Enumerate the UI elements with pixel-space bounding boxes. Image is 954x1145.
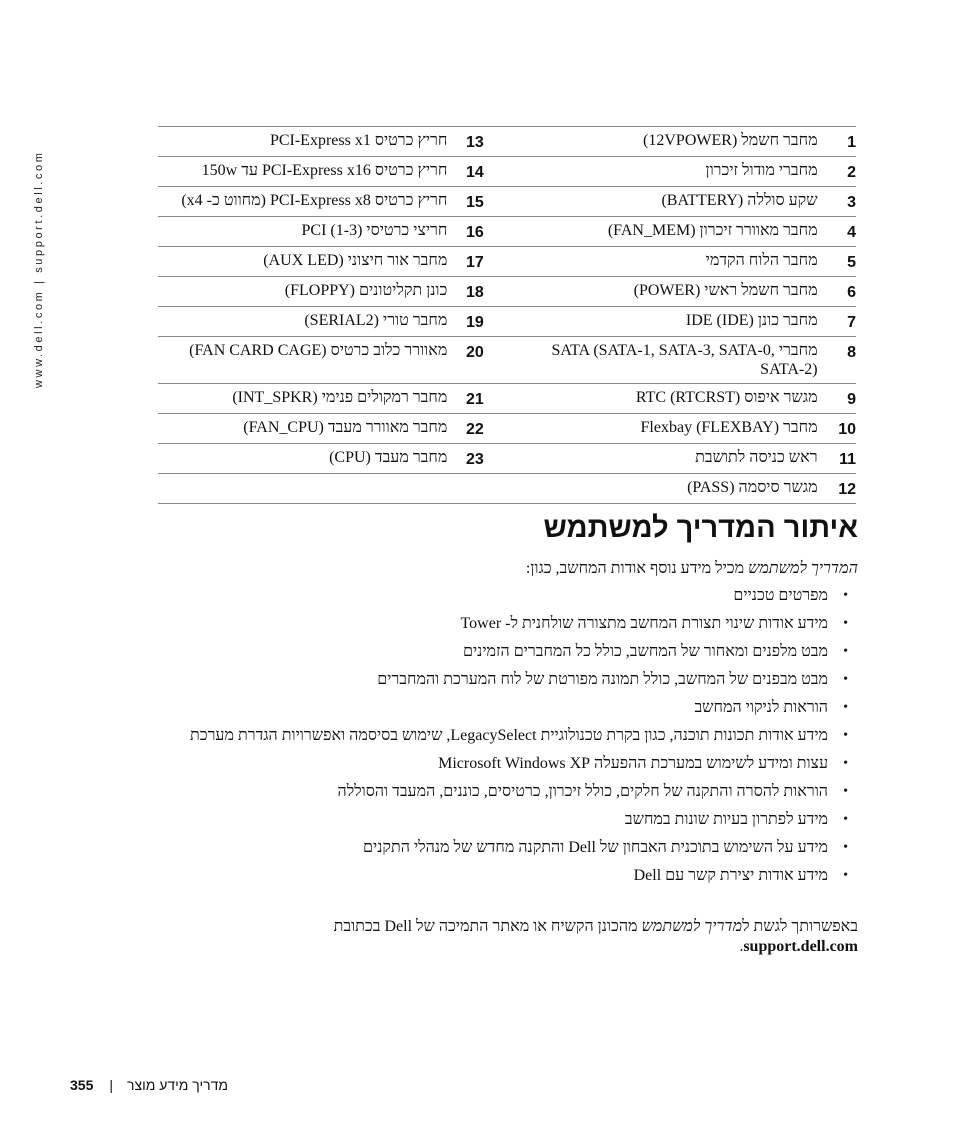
part-number: 14 — [465, 164, 484, 181]
bullet-icon: • — [843, 728, 848, 743]
table-row — [158, 127, 856, 157]
part-number: 12 — [838, 481, 856, 498]
list-item-text: הוראות להסרה והתקנה של חלקים, כולל זיכרון, כרטיסים, כוננים, המעבד והסוללה — [337, 783, 828, 800]
part-description: מחברי SATA (SATA-1, SATA-3, SATA-0, SATA-2) — [551, 342, 818, 378]
part-description: מחבר הלוח הקדמי — [705, 252, 818, 269]
list-item-text: מבט מלפנים ומאחור של המחשב, כולל כל המחברים הזמינים — [462, 643, 828, 660]
part-number: 15 — [465, 194, 484, 211]
part-description: מחבר מעבד (CPU) — [329, 449, 448, 466]
list-item — [158, 810, 858, 829]
part-description: מחבר מאוורר זיכרון (FAN_MEM) — [607, 222, 818, 239]
list-item — [158, 838, 858, 857]
list-item-text: מפרטים טכניים — [733, 587, 828, 604]
part-description: מגשר איפוס RTC (RTCRST) — [635, 389, 818, 406]
list-item — [158, 754, 858, 773]
bullet-icon: • — [843, 644, 848, 659]
part-number: 21 — [465, 391, 484, 408]
part-description: חריץ כרטיס PCI-Express x8 (מחווט כ- x4) — [181, 192, 448, 209]
guide-title: מדריך מידע מוצר — [127, 1077, 228, 1093]
part-description: מאוורר כלוב כרטיס (FAN CARD CAGE) — [189, 342, 448, 359]
part-number: 5 — [847, 254, 856, 271]
list-item-text: מידע על השימוש בתוכנית האבחון של Dell והתקנה מחדש של מנהלי התקנים — [363, 839, 828, 856]
list-item-text: מידע אודות שינוי תצורת המחשב מתצורה שולחנית ל- Tower — [460, 615, 828, 632]
part-number: 10 — [838, 421, 856, 438]
section-outro — [158, 917, 858, 957]
list-item — [158, 642, 858, 661]
table-row — [158, 444, 856, 474]
list-item — [158, 586, 858, 605]
outro-end: . — [739, 938, 744, 955]
part-number: 6 — [847, 284, 856, 301]
part-number: 18 — [465, 284, 484, 301]
part-number: 7 — [847, 314, 856, 331]
table-row — [158, 277, 856, 307]
part-description: שקע סוללה (BATTERY) — [661, 192, 818, 209]
part-number: 9 — [847, 391, 856, 408]
table-row — [158, 474, 856, 504]
section-intro — [158, 559, 858, 579]
page-footer — [70, 1077, 228, 1093]
list-item-text: מידע אודות יצירת קשר עם Dell — [633, 867, 828, 884]
part-description: מחבר Flexbay (FLEXBAY) — [640, 419, 818, 436]
part-number: 19 — [465, 314, 484, 331]
part-description: חריצי כרטיסי PCI (1-3) — [301, 222, 448, 239]
table-row — [158, 157, 856, 187]
part-description: חריץ כרטיס PCI-Express x1 — [269, 132, 448, 149]
bullet-icon: • — [843, 672, 848, 687]
part-description: מחבר טורי (SERIAL2) — [304, 312, 448, 329]
part-description: חריץ כרטיס PCI-Express x16 עד 150w — [201, 162, 448, 179]
part-description: מחבר חשמל (12VPOWER) — [643, 132, 818, 149]
bullet-icon: • — [843, 616, 848, 631]
part-number: 22 — [465, 421, 484, 438]
list-item — [158, 670, 858, 689]
part-number: 17 — [465, 254, 484, 271]
table-row — [158, 337, 856, 384]
table-row — [158, 187, 856, 217]
part-number: 23 — [465, 451, 484, 468]
bullet-icon: • — [843, 868, 848, 883]
part-description: ראש כניסה לתושבת — [695, 449, 818, 466]
list-item — [158, 698, 858, 717]
part-number: 16 — [465, 224, 484, 241]
list-item-text: עצות ומידע לשימוש במערכת ההפעלה Microsoft Windows XP — [438, 755, 828, 772]
outro-guide-italic: מדריך למשתמש — [641, 918, 743, 935]
outro-text-pre: באפשרותך לגשת ל — [742, 918, 858, 935]
part-description: מחבר רמקולים פנימי (INT_SPKR) — [232, 389, 448, 406]
part-number: 20 — [465, 344, 484, 361]
bullet-icon: • — [843, 700, 848, 715]
part-description: מגשר סיסמה (PASS) — [687, 479, 818, 496]
page-number: 355 — [70, 1077, 94, 1093]
part-description: מחבר כונן IDE (IDE) — [685, 312, 818, 329]
table-row — [158, 247, 856, 277]
part-description: מחבר מאוורר מעבד (FAN_CPU) — [243, 419, 448, 436]
bullet-icon: • — [843, 812, 848, 827]
support-url-link[interactable]: support.dell.com — [743, 938, 858, 955]
part-number: 1 — [847, 134, 856, 151]
table-row — [158, 307, 856, 337]
info-list — [158, 586, 858, 894]
part-description: מחבר חשמל ראשי (POWER) — [633, 282, 818, 299]
part-number: 4 — [847, 224, 856, 241]
guide-name-italic: המדריך למשתמש — [748, 560, 858, 577]
table-row — [158, 384, 856, 414]
section-title: איתור המדריך למשתמש — [543, 512, 858, 544]
part-description: כונן תקליטונים (FLOPPY) — [284, 282, 448, 299]
footer-separator: | — [109, 1077, 113, 1093]
list-item — [158, 866, 858, 885]
part-description: מחבר אור חיצוני (AUX LED) — [263, 252, 448, 269]
part-description — [158, 474, 447, 504]
side-url: www.dell.com | support.dell.com — [33, 150, 45, 388]
part-number — [447, 474, 483, 504]
intro-text: מכיל מידע נוסף אודות המחשב, כגון: — [525, 560, 749, 577]
list-item-text: מידע לפתרון בעיות שונות במחשב — [624, 811, 828, 828]
list-item — [158, 726, 858, 745]
part-number: 3 — [847, 194, 856, 211]
bullet-icon: • — [843, 588, 848, 603]
list-item-text: הוראות לניקוי המחשב — [694, 699, 828, 716]
bullet-icon: • — [843, 840, 848, 855]
list-item-text: מבט מבפנים של המחשב, כולל תמונה מפורטת של לוח המערכת והמחברים — [377, 671, 828, 688]
bullet-icon: • — [843, 784, 848, 799]
part-number: 8 — [847, 344, 856, 361]
table-row — [158, 217, 856, 247]
table-row — [158, 414, 856, 444]
part-description: מחברי מודול זיכרון — [705, 162, 818, 179]
part-number: 13 — [465, 134, 484, 151]
parts-table — [158, 126, 856, 504]
part-number: 2 — [847, 164, 856, 181]
bullet-icon: • — [843, 756, 848, 771]
list-item-text: מידע אודות תכונות תוכנה, כגון בקרת טכנולוגיית LegacySelect, שימוש בסיסמה ואפשרויות הגדרת מערכת — [189, 727, 828, 744]
list-item — [158, 614, 858, 633]
outro-text-post: מהכונן הקשיח או מאתר התמיכה של Dell בכתובת — [333, 918, 642, 935]
list-item — [158, 782, 858, 801]
part-number: 11 — [839, 451, 856, 468]
